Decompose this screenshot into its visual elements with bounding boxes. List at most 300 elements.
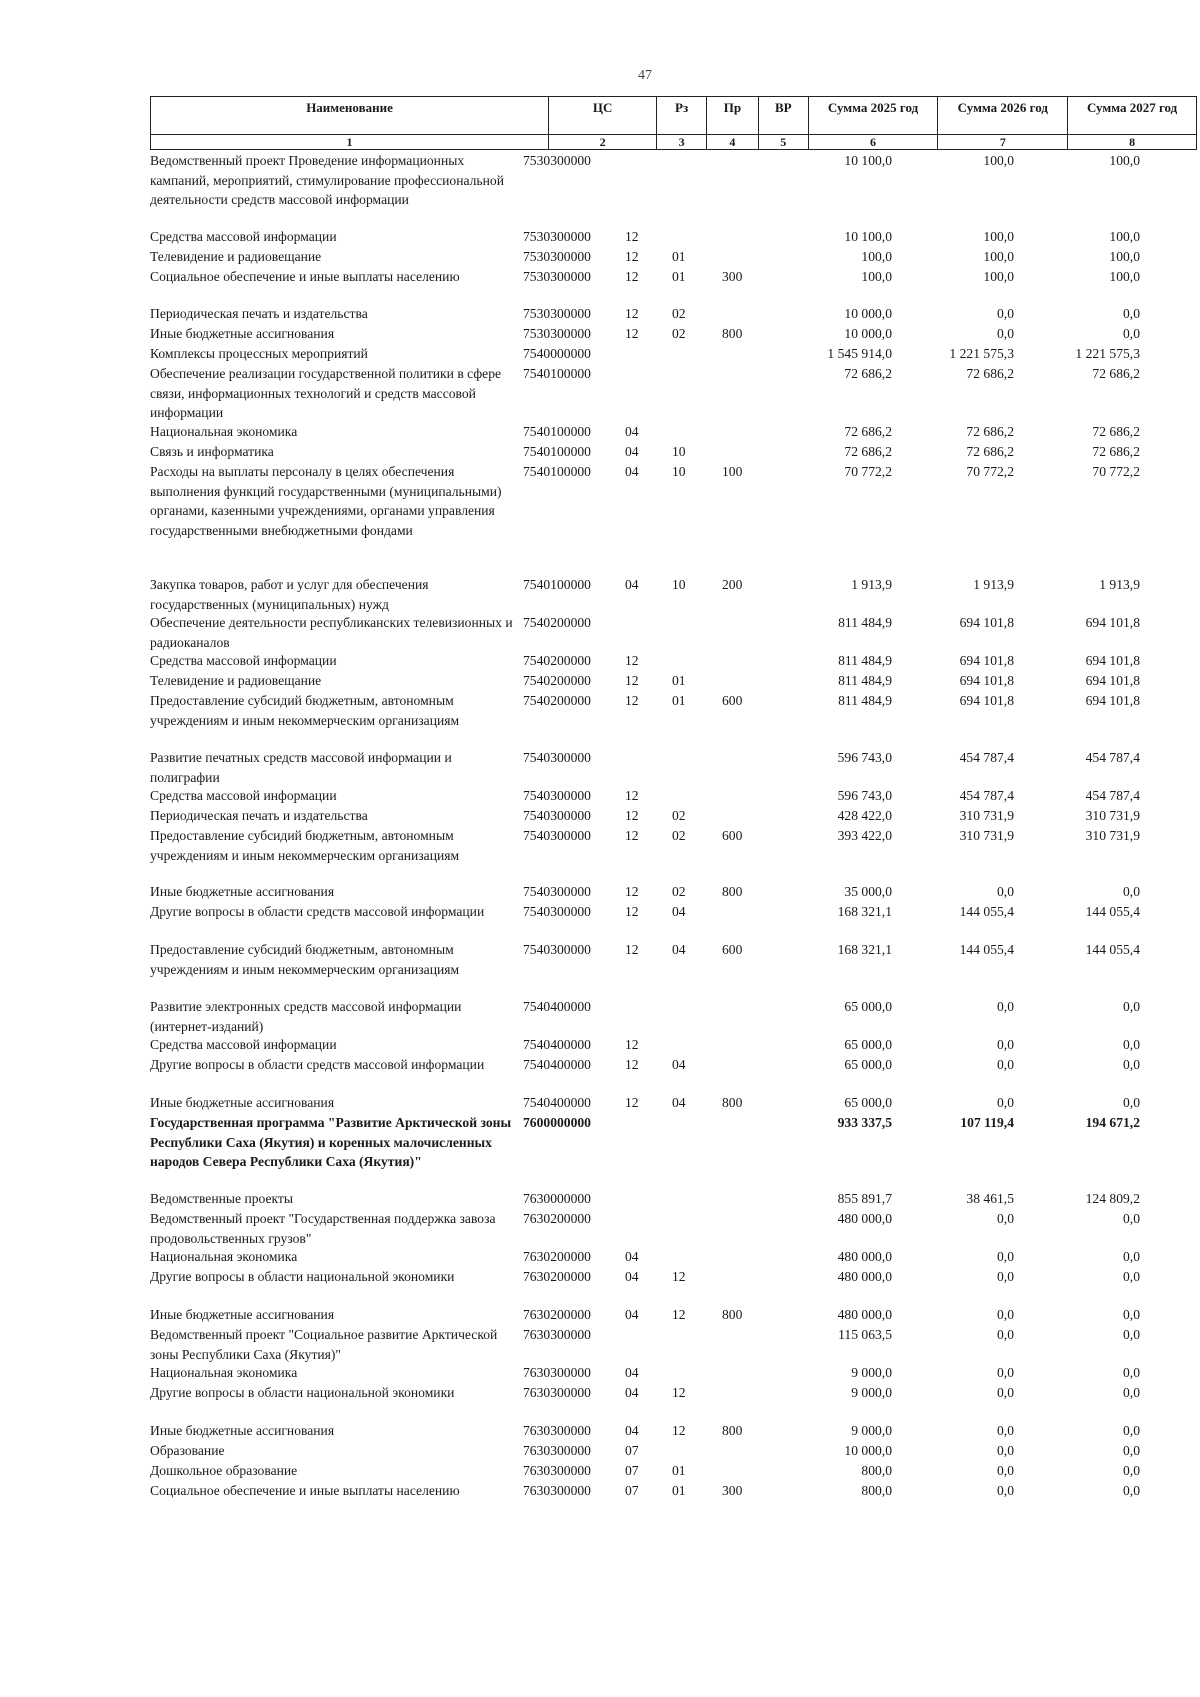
row-sum-2026: 0,0	[997, 1057, 1014, 1072]
table-row	[150, 442, 1200, 462]
row-pr	[672, 344, 722, 364]
row-sum-2027: 72 686,2	[1092, 366, 1140, 381]
row-name: Комплексы процессных мероприятий	[150, 346, 368, 361]
table-row	[150, 247, 1200, 267]
row-vr	[722, 1383, 770, 1403]
row-pr: 10	[672, 444, 686, 459]
row-sum-2025: 800,0	[861, 1483, 892, 1498]
table-row	[150, 151, 1200, 210]
row-vr: 300	[722, 269, 743, 284]
row-cs: 7530300000	[523, 306, 591, 321]
table-row	[150, 997, 1200, 1036]
row-cs: 7530300000	[523, 269, 591, 284]
row-rz: 12	[625, 249, 639, 264]
table-row	[150, 364, 1200, 423]
row-pr: 12	[672, 1423, 686, 1438]
table-row	[150, 940, 1200, 979]
table-row	[150, 1441, 1200, 1461]
row-cs: 7600000000	[523, 1115, 591, 1130]
row-rz: 12	[625, 1037, 639, 1052]
row-vr	[722, 151, 770, 210]
row-pr	[672, 613, 722, 652]
table-row	[150, 902, 1200, 922]
row-cs: 7630200000	[523, 1211, 591, 1226]
row-vr	[722, 1461, 770, 1481]
row-sum-2025: 10 100,0	[844, 229, 892, 244]
row-vr: 800	[722, 1095, 743, 1110]
header-sum-2027: Сумма 2027 год	[1068, 97, 1197, 135]
header-number: 5	[758, 135, 808, 150]
row-cs: 7540300000	[523, 750, 591, 765]
row-sum-2026: 0,0	[997, 1211, 1014, 1226]
row-vr	[722, 304, 770, 324]
row-name: Предоставление субсидий бюджетным, автономным учреждениям и иным некоммерческим организациям	[150, 828, 460, 863]
row-rz: 12	[625, 269, 639, 284]
row-vr	[722, 1325, 770, 1364]
row-name: Предоставление субсидий бюджетным, автономным учреждениям и иным некоммерческим организациям	[150, 693, 460, 728]
row-sum-2027: 0,0	[1123, 999, 1140, 1014]
row-sum-2027: 100,0	[1109, 249, 1140, 264]
table-row	[150, 267, 1200, 287]
row-pr	[672, 1363, 722, 1383]
row-sum-2027: 100,0	[1109, 269, 1140, 284]
row-sum-2027: 0,0	[1123, 1463, 1140, 1478]
row-sum-2025: 72 686,2	[844, 444, 892, 459]
row-sum-2026: 310 731,9	[959, 828, 1014, 843]
row-sum-2026: 144 055,4	[959, 942, 1014, 957]
row-sum-2026: 0,0	[997, 1249, 1014, 1264]
row-vr: 600	[722, 942, 743, 957]
row-sum-2027: 310 731,9	[1085, 828, 1140, 843]
row-sum-2027: 0,0	[1123, 1307, 1140, 1322]
row-sum-2026: 70 772,2	[966, 464, 1014, 479]
row-cs: 7540000000	[523, 346, 591, 361]
row-name: Другие вопросы в области национальной экономики	[150, 1385, 455, 1400]
table-row	[150, 1305, 1200, 1325]
row-sum-2025: 100,0	[861, 269, 892, 284]
row-cs: 7630300000	[523, 1385, 591, 1400]
row-rz	[625, 151, 672, 210]
row-cs: 7630300000	[523, 1483, 591, 1498]
row-sum-2025: 65 000,0	[844, 1057, 892, 1072]
row-pr: 01	[672, 269, 686, 284]
row-vr: 300	[722, 1483, 743, 1498]
row-name: Другие вопросы в области средств массовой информации	[150, 1057, 485, 1072]
row-cs: 7540200000	[523, 693, 591, 708]
row-vr	[722, 247, 770, 267]
header-number: 4	[706, 135, 758, 150]
row-sum-2025: 480 000,0	[837, 1307, 892, 1322]
table-row	[150, 882, 1200, 902]
row-pr: 02	[672, 306, 686, 321]
row-sum-2025: 855 891,7	[837, 1191, 892, 1206]
row-pr	[672, 422, 722, 442]
row-vr: 800	[722, 326, 743, 341]
row-cs: 7540200000	[523, 615, 591, 630]
row-cs: 7630200000	[523, 1249, 591, 1264]
row-pr	[672, 1035, 722, 1055]
row-sum-2025: 10 000,0	[844, 1443, 892, 1458]
row-sum-2026: 72 686,2	[966, 424, 1014, 439]
header-number: 7	[938, 135, 1068, 150]
row-pr: 01	[672, 1463, 686, 1478]
row-rz: 04	[625, 464, 639, 479]
row-pr: 01	[672, 673, 686, 688]
row-name: Развитие электронных средств массовой информации (интернет-изданий)	[150, 999, 462, 1034]
row-name: Национальная экономика	[150, 424, 298, 439]
row-pr	[672, 1209, 722, 1248]
row-sum-2026: 0,0	[997, 1423, 1014, 1438]
row-rz: 04	[625, 577, 639, 592]
row-rz: 04	[625, 424, 639, 439]
row-name: Социальное обеспечение и иные выплаты населению	[150, 1483, 460, 1498]
row-name: Развитие печатных средств массовой информации и полиграфии	[150, 750, 452, 785]
row-sum-2027: 72 686,2	[1092, 424, 1140, 439]
row-pr: 10	[672, 577, 686, 592]
row-name: Иные бюджетные ассигнования	[150, 1095, 335, 1110]
row-sum-2027: 0,0	[1123, 1269, 1140, 1284]
row-pr	[672, 364, 722, 423]
table-row	[150, 748, 1200, 787]
row-rz: 04	[625, 1307, 639, 1322]
row-name: Ведомственные проекты	[150, 1191, 294, 1206]
row-sum-2026: 100,0	[983, 269, 1014, 284]
row-sum-2027: 0,0	[1123, 1483, 1140, 1498]
row-vr	[722, 748, 770, 787]
table-row	[150, 1035, 1200, 1055]
row-rz: 07	[625, 1443, 639, 1458]
row-sum-2026: 694 101,8	[959, 673, 1014, 688]
table-row	[150, 324, 1200, 344]
row-name: Связь и информатика	[150, 444, 274, 459]
row-cs: 7630200000	[523, 1307, 591, 1322]
row-rz	[625, 748, 672, 787]
row-sum-2026: 107 119,4	[960, 1115, 1014, 1130]
row-sum-2027: 0,0	[1123, 326, 1140, 341]
row-sum-2025: 480 000,0	[837, 1269, 892, 1284]
row-vr	[722, 442, 770, 462]
row-sum-2026: 0,0	[997, 1269, 1014, 1284]
page-number: 47	[638, 68, 652, 83]
row-sum-2026: 0,0	[997, 1443, 1014, 1458]
row-rz: 12	[625, 828, 639, 843]
row-sum-2026: 310 731,9	[959, 808, 1014, 823]
row-vr	[722, 613, 770, 652]
row-pr	[672, 651, 722, 671]
row-name: Ведомственный проект "Государственная поддержка завоза продовольственных грузов"	[150, 1211, 496, 1246]
row-name: Средства массовой информации	[150, 653, 337, 668]
row-sum-2025: 9 000,0	[851, 1365, 892, 1380]
row-vr: 600	[722, 693, 743, 708]
row-sum-2026: 100,0	[983, 229, 1014, 244]
row-vr	[722, 997, 770, 1036]
row-sum-2025: 596 743,0	[837, 750, 892, 765]
row-sum-2025: 800,0	[861, 1463, 892, 1478]
row-sum-2027: 124 809,2	[1085, 1191, 1140, 1206]
header-number: 1	[151, 135, 549, 150]
row-sum-2027: 454 787,4	[1085, 788, 1140, 803]
header-sum-2025: Сумма 2025 год	[808, 97, 938, 135]
header-rz: Рз	[657, 97, 707, 135]
row-name: Национальная экономика	[150, 1365, 298, 1380]
row-sum-2027: 144 055,4	[1085, 942, 1140, 957]
row-vr	[722, 902, 770, 922]
table-row	[150, 826, 1200, 865]
row-pr: 04	[672, 904, 686, 919]
row-cs: 7540300000	[523, 904, 591, 919]
row-sum-2027: 0,0	[1123, 1249, 1140, 1264]
row-vr	[722, 344, 770, 364]
row-sum-2027: 0,0	[1123, 1365, 1140, 1380]
row-rz: 04	[625, 1385, 639, 1400]
row-pr: 02	[672, 828, 686, 843]
row-rz: 07	[625, 1463, 639, 1478]
row-rz: 12	[625, 653, 639, 668]
row-rz: 12	[625, 1095, 639, 1110]
row-vr: 800	[722, 884, 743, 899]
row-sum-2026: 694 101,8	[959, 693, 1014, 708]
row-sum-2026: 0,0	[997, 1385, 1014, 1400]
row-sum-2027: 694 101,8	[1085, 653, 1140, 668]
table-row	[150, 344, 1200, 364]
row-rz	[625, 1209, 672, 1248]
table-row	[150, 1421, 1200, 1441]
table-row	[150, 1363, 1200, 1383]
row-pr: 04	[672, 1095, 686, 1110]
row-name: Образование	[150, 1443, 225, 1458]
table-row	[150, 227, 1200, 247]
header-name: Наименование	[151, 97, 549, 135]
row-cs: 7630300000	[523, 1365, 591, 1380]
row-pr	[672, 227, 722, 247]
row-sum-2026: 0,0	[997, 1095, 1014, 1110]
row-sum-2026: 0,0	[997, 1365, 1014, 1380]
header-sum-2026: Сумма 2026 год	[938, 97, 1068, 135]
header-number: 6	[808, 135, 938, 150]
row-sum-2026: 0,0	[997, 1483, 1014, 1498]
row-vr	[722, 1035, 770, 1055]
row-sum-2027: 694 101,8	[1085, 693, 1140, 708]
row-sum-2026: 100,0	[983, 153, 1014, 168]
row-rz: 04	[625, 1269, 639, 1284]
row-pr: 02	[672, 808, 686, 823]
row-rz: 12	[625, 1057, 639, 1072]
row-sum-2026: 454 787,4	[959, 788, 1014, 803]
row-sum-2025: 10 000,0	[844, 326, 892, 341]
row-pr	[672, 1441, 722, 1461]
row-vr: 200	[722, 577, 743, 592]
row-pr: 12	[672, 1307, 686, 1322]
row-name: Телевидение и радиовещание	[150, 673, 322, 688]
row-sum-2027: 70 772,2	[1092, 464, 1140, 479]
row-name: Ведомственный проект "Социальное развитие Арктической зоны Республики Саха (Якутия)"	[150, 1327, 498, 1362]
row-rz: 12	[625, 788, 639, 803]
row-sum-2027: 0,0	[1123, 1423, 1140, 1438]
row-sum-2025: 9 000,0	[851, 1423, 892, 1438]
row-sum-2026: 144 055,4	[959, 904, 1014, 919]
table-row	[150, 786, 1200, 806]
table-row	[150, 1055, 1200, 1075]
row-name: Другие вопросы в области национальной экономики	[150, 1269, 455, 1284]
row-sum-2025: 480 000,0	[837, 1211, 892, 1226]
row-cs: 7540300000	[523, 828, 591, 843]
header-number: 3	[657, 135, 707, 150]
row-sum-2027: 0,0	[1123, 1037, 1140, 1052]
row-sum-2026: 0,0	[997, 1463, 1014, 1478]
header-pr: Пр	[706, 97, 758, 135]
row-rz: 04	[625, 444, 639, 459]
row-rz: 12	[625, 808, 639, 823]
row-sum-2027: 0,0	[1123, 1327, 1140, 1342]
row-rz: 04	[625, 1249, 639, 1264]
row-pr	[672, 786, 722, 806]
row-sum-2025: 596 743,0	[837, 788, 892, 803]
row-rz: 12	[625, 904, 639, 919]
row-cs: 7530300000	[523, 326, 591, 341]
row-cs: 7540300000	[523, 788, 591, 803]
row-name: Расходы на выплаты персоналу в целях обеспечения выполнения функций государственными (муниципальными) органами, казенными учреждениями, органами управления государственными внебюджетными фондами	[150, 464, 502, 538]
row-sum-2027: 0,0	[1123, 1443, 1140, 1458]
row-name: Другие вопросы в области средств массовой информации	[150, 904, 485, 919]
row-rz: 12	[625, 693, 639, 708]
row-rz: 12	[625, 326, 639, 341]
row-vr	[722, 1363, 770, 1383]
row-sum-2025: 1 545 914,0	[827, 346, 892, 361]
table-row	[150, 1113, 1200, 1172]
table-row	[150, 1189, 1200, 1209]
row-pr: 01	[672, 1483, 686, 1498]
row-sum-2025: 115 063,5	[838, 1327, 892, 1342]
row-sum-2025: 9 000,0	[851, 1385, 892, 1400]
row-rz	[625, 997, 672, 1036]
row-sum-2026: 454 787,4	[959, 750, 1014, 765]
row-pr	[672, 1189, 722, 1209]
row-sum-2025: 65 000,0	[844, 999, 892, 1014]
table-row	[150, 1209, 1200, 1248]
row-vr	[722, 1441, 770, 1461]
row-sum-2025: 72 686,2	[844, 424, 892, 439]
row-cs: 7630000000	[523, 1191, 591, 1206]
table-row	[150, 1093, 1200, 1113]
row-name: Обеспечение реализации государственной политики в сфере связи, информационных технологий и средств массовой информации	[150, 366, 502, 421]
row-cs: 7630300000	[523, 1423, 591, 1438]
row-pr: 01	[672, 693, 686, 708]
row-pr	[672, 1247, 722, 1267]
row-name: Иные бюджетные ассигнования	[150, 1307, 335, 1322]
row-sum-2026: 694 101,8	[959, 653, 1014, 668]
row-sum-2025: 933 337,5	[837, 1115, 892, 1130]
row-name: Дошкольное образование	[150, 1463, 298, 1478]
row-name: Периодическая печать и издательства	[150, 808, 368, 823]
row-sum-2026: 0,0	[997, 1037, 1014, 1052]
row-rz	[625, 613, 672, 652]
row-sum-2025: 10 100,0	[844, 153, 892, 168]
row-sum-2026: 694 101,8	[959, 615, 1014, 630]
row-cs: 7530300000	[523, 153, 591, 168]
row-vr	[722, 806, 770, 826]
table-row	[150, 422, 1200, 442]
row-name: Предоставление субсидий бюджетным, автономным учреждениям и иным некоммерческим организациям	[150, 942, 460, 977]
row-sum-2027: 1 913,9	[1099, 577, 1140, 592]
row-sum-2026: 0,0	[997, 1307, 1014, 1322]
row-cs: 7540400000	[523, 1037, 591, 1052]
row-sum-2027: 694 101,8	[1085, 673, 1140, 688]
table-row	[150, 671, 1200, 691]
row-cs: 7530300000	[523, 229, 591, 244]
row-sum-2026: 100,0	[983, 249, 1014, 264]
table-row	[150, 806, 1200, 826]
row-cs: 7540100000	[523, 444, 591, 459]
row-name: Средства массовой информации	[150, 788, 337, 803]
header-number: 8	[1068, 135, 1197, 150]
row-cs: 7540300000	[523, 808, 591, 823]
table-row	[150, 462, 1200, 540]
row-sum-2026: 1 913,9	[973, 577, 1014, 592]
row-sum-2026: 38 461,5	[966, 1191, 1014, 1206]
row-pr	[672, 748, 722, 787]
row-sum-2026: 0,0	[997, 1327, 1014, 1342]
row-sum-2027: 694 101,8	[1085, 615, 1140, 630]
row-pr	[672, 1325, 722, 1364]
table-row	[150, 1247, 1200, 1267]
table-row	[150, 1461, 1200, 1481]
row-pr	[672, 997, 722, 1036]
row-vr	[722, 1209, 770, 1248]
table-row	[150, 691, 1200, 730]
row-pr	[672, 151, 722, 210]
row-sum-2025: 811 484,9	[838, 673, 892, 688]
row-rz: 12	[625, 673, 639, 688]
row-sum-2026: 72 686,2	[966, 444, 1014, 459]
row-vr	[722, 1113, 770, 1172]
row-sum-2025: 168 321,1	[837, 904, 892, 919]
row-vr	[722, 364, 770, 423]
row-cs: 7540100000	[523, 424, 591, 439]
row-cs: 7630300000	[523, 1463, 591, 1478]
table-row	[150, 575, 1200, 614]
row-sum-2027: 0,0	[1123, 1385, 1140, 1400]
row-vr: 800	[722, 1423, 743, 1438]
row-name: Государственная программа "Развитие Арктической зоны Республики Саха (Якутия) и коренных малочисленных народов Севера Республики Саха (Якутия)"	[150, 1115, 512, 1170]
row-sum-2027: 310 731,9	[1085, 808, 1140, 823]
row-sum-2025: 428 422,0	[837, 808, 892, 823]
row-vr	[722, 1267, 770, 1287]
row-cs: 7540100000	[523, 577, 591, 592]
row-sum-2027: 0,0	[1123, 884, 1140, 899]
row-sum-2025: 480 000,0	[837, 1249, 892, 1264]
row-sum-2027: 454 787,4	[1085, 750, 1140, 765]
row-pr: 12	[672, 1385, 686, 1400]
row-vr: 600	[722, 828, 743, 843]
row-name: Телевидение и радиовещание	[150, 249, 322, 264]
row-vr	[722, 1189, 770, 1209]
row-sum-2025: 1 913,9	[851, 577, 892, 592]
row-pr: 02	[672, 884, 686, 899]
row-sum-2026: 0,0	[997, 884, 1014, 899]
row-rz: 04	[625, 1423, 639, 1438]
table-row	[150, 1267, 1200, 1287]
row-sum-2025: 65 000,0	[844, 1037, 892, 1052]
row-pr: 01	[672, 249, 686, 264]
row-rz	[625, 1325, 672, 1364]
row-sum-2025: 393 422,0	[837, 828, 892, 843]
row-sum-2026: 0,0	[997, 306, 1014, 321]
row-cs: 7630300000	[523, 1443, 591, 1458]
row-cs: 7540200000	[523, 653, 591, 668]
row-sum-2025: 100,0	[861, 249, 892, 264]
row-cs: 7630300000	[523, 1327, 591, 1342]
row-sum-2027: 100,0	[1109, 153, 1140, 168]
